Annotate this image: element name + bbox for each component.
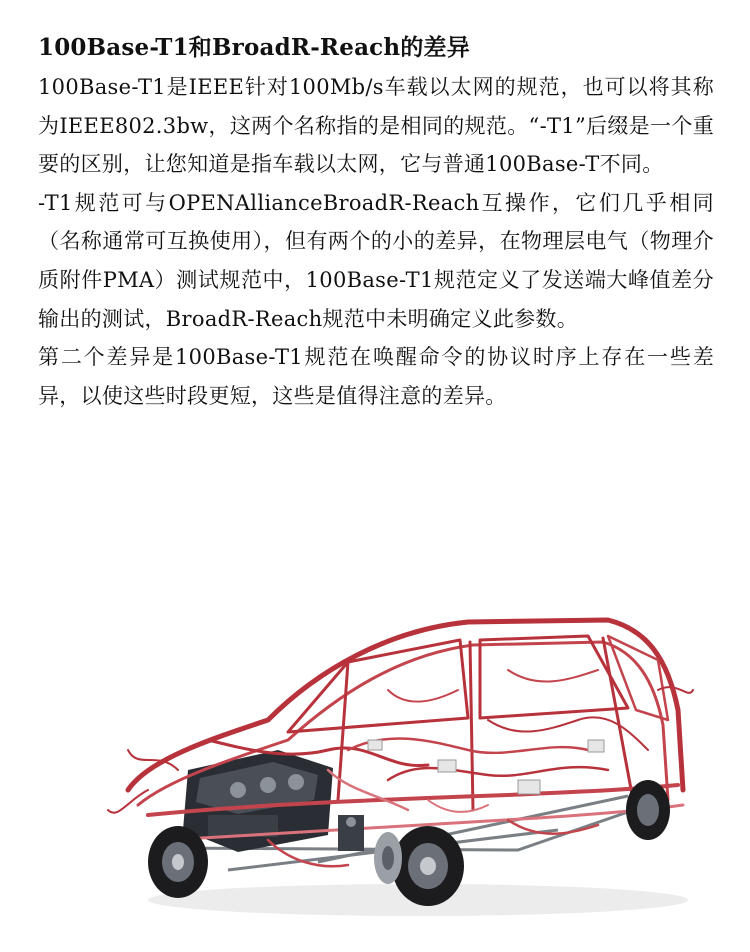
wheel-rear [626,780,670,840]
brake-disc [374,832,402,884]
wheel-front-right [392,826,464,906]
article-title: 100Base-T1和BroadR-Reach的差异 [38,34,470,61]
article [38,28,714,415]
paragraph-3: 第二个差异是100Base-T1规范在唤醒命令的协议时序上存在一些差异，以使这些时段更短，这些是值得注意的差异。 [38,345,714,408]
car-wiring-harness-icon [88,600,698,922]
car-wiring-harness-image [88,600,698,922]
paragraph-2: -T1规范可与OPENAllianceBroadR-Reach互操作，它们几乎相同（名称通常可互换使用），但有两个的小的差异，在物理层电气（物理介质附件PMA）测试规范中，100Base-T1规范定义了发送端大峰值差分输出的测试，BroadR-Reach规范中未明确定义此参数。 [38,190,714,331]
paragraph-1: 100Base-T1是IEEE针对100Mb/s车载以太网的规范，也可以将其称为IEEE802.3bw，这两个名称指的是相同的规范。“-T1”后缀是一个重要的区别，让您知道是指车载以太网，它与普通100Base-T不同。 [38,75,714,177]
wheel-front-left [148,826,208,898]
